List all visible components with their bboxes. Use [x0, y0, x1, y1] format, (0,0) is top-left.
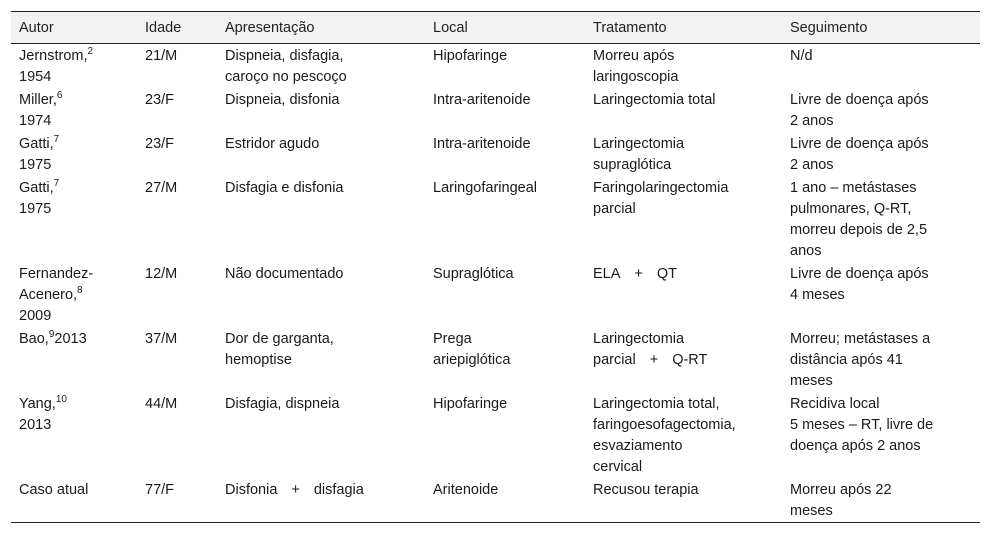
followup-line: Livre de doença após — [790, 92, 929, 108]
publication-year: 2013 — [54, 331, 87, 347]
reference-number: 2 — [87, 46, 94, 57]
cell-apresentacao — [217, 327, 425, 392]
cell-local — [425, 44, 585, 89]
treatment-line: cervical — [593, 459, 643, 475]
header-tratamento: Tratamento — [593, 19, 667, 36]
presentation-line: Dispneia, disfonia — [225, 92, 340, 108]
treatment-line: Morreu após — [593, 48, 675, 64]
cell-idade: 23/F — [145, 92, 175, 108]
cell-tratamento — [585, 327, 782, 392]
cell-apresentacao — [217, 478, 425, 523]
header-idade: Idade — [145, 19, 182, 36]
location-line: ariepiglótica — [433, 352, 511, 368]
treatment-line: parcial — [593, 201, 636, 217]
reference-number: 10 — [55, 394, 67, 405]
location-line: Aritenoide — [433, 482, 499, 498]
publication-year: 1974 — [19, 113, 52, 129]
followup-line: 1 ano – metástases — [790, 180, 917, 196]
author-name — [19, 48, 93, 64]
treatment-line: Laringectomia total, — [593, 396, 720, 412]
author-name — [19, 92, 62, 108]
case-comparison-table — [11, 11, 980, 523]
followup-line: 2 anos — [790, 157, 834, 173]
cell-local — [425, 176, 585, 262]
case-comparison-table-container — [11, 11, 980, 523]
cell-local — [425, 392, 585, 478]
cell-apresentacao — [217, 132, 425, 176]
table-row — [11, 132, 980, 176]
location-line: Intra-aritenoide — [433, 136, 531, 152]
cell-local — [425, 262, 585, 327]
cell-apresentacao — [217, 44, 425, 89]
publication-year: 1975 — [19, 157, 52, 173]
cell-idade: 12/M — [145, 266, 178, 282]
cell-autor — [11, 176, 137, 262]
followup-line: 5 meses – RT, livre de — [790, 417, 934, 433]
reference-number: 9 — [48, 329, 55, 340]
author-name — [19, 266, 93, 303]
table-row — [11, 478, 980, 523]
presentation-line: Disfonia + disfagia — [225, 482, 364, 498]
table-row — [11, 392, 980, 478]
author-text: Gatti, — [19, 136, 54, 152]
cell-apresentacao — [217, 176, 425, 262]
cell-autor — [11, 478, 137, 523]
header-seguimento: Seguimento — [790, 19, 868, 36]
cell-local — [425, 327, 585, 392]
cell-idade: 27/M — [145, 180, 178, 196]
treatment-line: ELA + QT — [593, 266, 678, 282]
publication-year: 2009 — [19, 308, 52, 324]
author-text: Bao, — [19, 331, 49, 347]
cell-seguimento — [782, 392, 980, 478]
reference-number: 6 — [56, 90, 63, 101]
cell-tratamento — [585, 44, 782, 89]
followup-line: meses — [790, 503, 833, 519]
followup-line: distância após 41 — [790, 352, 903, 368]
cell-local — [425, 132, 585, 176]
location-line: Intra-aritenoide — [433, 92, 531, 108]
author-name — [19, 331, 54, 347]
followup-line: Morreu após 22 — [790, 482, 892, 498]
publication-year: 1975 — [19, 201, 52, 217]
followup-line: Morreu; metástases a — [790, 331, 931, 347]
followup-line: Livre de doença após — [790, 266, 929, 282]
location-line: Laringofaringeal — [433, 180, 537, 196]
treatment-line: Laringectomia — [593, 331, 685, 347]
followup-line: anos — [790, 243, 822, 259]
cell-idade: 23/F — [145, 136, 175, 152]
cell-idade: 44/M — [145, 396, 178, 412]
presentation-line: caroço no pescoço — [225, 69, 347, 85]
presentation-line: Dor de garganta, — [225, 331, 334, 347]
cell-seguimento — [782, 132, 980, 176]
cell-autor — [11, 44, 137, 89]
author-text: Gatti, — [19, 180, 54, 196]
author-text: Fernandez-Acenero, — [19, 266, 94, 303]
author-name — [19, 180, 59, 196]
reference-number: 7 — [53, 178, 60, 189]
followup-line: 2 anos — [790, 113, 834, 129]
cell-apresentacao — [217, 392, 425, 478]
author-name — [19, 396, 67, 412]
treatment-line: Faringolaringectomia — [593, 180, 729, 196]
author-text: Caso atual — [19, 482, 89, 498]
header-local: Local — [433, 19, 468, 36]
presentation-line: Disfagia, dispneia — [225, 396, 340, 412]
table-header — [11, 12, 980, 44]
author-text: Yang, — [19, 396, 56, 412]
cell-tratamento — [585, 88, 782, 132]
location-line: Hipofaringe — [433, 48, 508, 64]
header-autor: Autor — [19, 19, 54, 36]
table-row — [11, 44, 980, 89]
followup-line: Recidiva local — [790, 396, 880, 412]
treatment-line: esvaziamento — [593, 438, 683, 454]
cell-idade: 21/M — [145, 48, 178, 64]
cell-autor — [11, 392, 137, 478]
cell-apresentacao — [217, 88, 425, 132]
table-body — [11, 44, 980, 523]
cell-tratamento — [585, 176, 782, 262]
table-row — [11, 88, 980, 132]
cell-tratamento — [585, 392, 782, 478]
location-line: Prega — [433, 331, 472, 347]
treatment-line: faringoesofagectomia, — [593, 417, 736, 433]
publication-year: 2013 — [19, 417, 52, 433]
cell-seguimento — [782, 176, 980, 262]
author-text: Miller, — [19, 92, 57, 108]
cell-apresentacao — [217, 262, 425, 327]
cell-idade: 37/M — [145, 331, 178, 347]
reference-number: 7 — [53, 134, 60, 145]
presentation-line: Estridor agudo — [225, 136, 320, 152]
followup-line: pulmonares, Q-RT, — [790, 201, 912, 217]
followup-line: Livre de doença após — [790, 136, 929, 152]
cell-tratamento — [585, 262, 782, 327]
cell-autor — [11, 327, 137, 392]
cell-seguimento — [782, 88, 980, 132]
table-row — [11, 176, 980, 262]
cell-idade: 77/F — [145, 482, 175, 498]
publication-year: 1954 — [19, 69, 52, 85]
presentation-line: Disfagia e disfonia — [225, 180, 344, 196]
table-row — [11, 327, 980, 392]
author-name — [19, 136, 59, 152]
presentation-line: Não documentado — [225, 266, 344, 282]
location-line: Supraglótica — [433, 266, 514, 282]
presentation-line: Dispneia, disfagia, — [225, 48, 344, 64]
followup-line: morreu depois de 2,5 — [790, 222, 928, 238]
cell-local — [425, 478, 585, 523]
followup-line: N/d — [790, 48, 813, 64]
cell-tratamento — [585, 478, 782, 523]
treatment-line: Recusou terapia — [593, 482, 699, 498]
followup-line: doença após 2 anos — [790, 438, 921, 454]
treatment-line: Laringectomia — [593, 136, 685, 152]
location-line: Hipofaringe — [433, 396, 508, 412]
header-row — [11, 12, 980, 44]
cell-seguimento — [782, 327, 980, 392]
presentation-line: hemoptise — [225, 352, 292, 368]
author-name — [19, 482, 88, 498]
followup-line: meses — [790, 373, 833, 389]
cell-seguimento — [782, 478, 980, 523]
cell-seguimento — [782, 262, 980, 327]
reference-number: 8 — [77, 285, 83, 296]
table-row — [11, 262, 980, 327]
author-text: Jernstrom, — [19, 48, 88, 64]
cell-autor — [11, 88, 137, 132]
cell-autor — [11, 262, 137, 327]
cell-tratamento — [585, 132, 782, 176]
cell-local — [425, 88, 585, 132]
treatment-line: supraglótica — [593, 157, 672, 173]
header-apresentacao: Apresentação — [225, 19, 315, 36]
followup-line: 4 meses — [790, 287, 845, 303]
cell-seguimento — [782, 44, 980, 89]
treatment-line: laringoscopia — [593, 69, 679, 85]
treatment-line: parcial + Q-RT — [593, 352, 708, 368]
treatment-line: Laringectomia total — [593, 92, 716, 108]
cell-autor — [11, 132, 137, 176]
